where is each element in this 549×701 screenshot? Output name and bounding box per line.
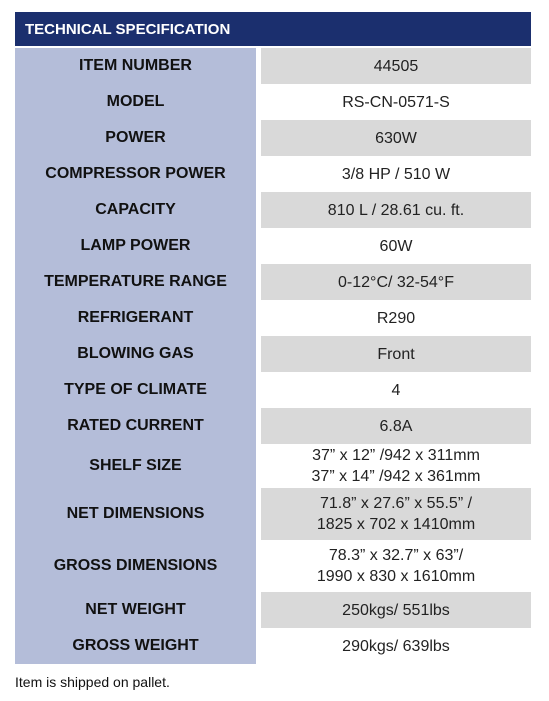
spec-value-line: R290 [376, 309, 416, 327]
spec-row [15, 444, 531, 488]
spec-value [261, 488, 531, 540]
spec-label: NET WEIGHT [15, 592, 256, 628]
spec-value [261, 300, 531, 336]
spec-value [261, 592, 531, 628]
spec-label: COMPRESSOR POWER [15, 156, 256, 192]
spec-label: CAPACITY [15, 192, 256, 228]
spec-value [261, 336, 531, 372]
spec-value-line: 60W [379, 237, 413, 255]
spec-label: RATED CURRENT [15, 408, 256, 444]
spec-row [15, 156, 531, 192]
spec-value [261, 192, 531, 228]
spec-label: SHELF SIZE [15, 444, 256, 488]
spec-value [261, 444, 531, 488]
spec-row [15, 192, 531, 228]
shipping-note: Item is shipped on pallet. [15, 674, 170, 690]
spec-value-line: 250kgs/ 551lbs [342, 601, 450, 619]
spec-value [261, 408, 531, 444]
spec-label: POWER [15, 120, 256, 156]
spec-row [15, 120, 531, 156]
spec-value-line: 71.8” x 27.6” x 55.5” / [319, 495, 473, 512]
spec-value-line: 37” x 12” /942 x 311mm [312, 447, 480, 464]
spec-value [261, 120, 531, 156]
spec-row [15, 628, 531, 664]
spec-label: ITEM NUMBER [15, 48, 256, 84]
spec-label: MODEL [15, 84, 256, 120]
spec-value [261, 228, 531, 264]
spec-value-line: 290kgs/ 639lbs [342, 637, 450, 655]
spec-value-line: 0-12°C/ 32-54°F [338, 273, 454, 291]
spec-value-line: Front [377, 345, 415, 363]
spec-row [15, 264, 531, 300]
spec-header [15, 12, 531, 46]
spec-value [261, 48, 531, 84]
spec-row [15, 84, 531, 120]
spec-label: NET DIMENSIONS [15, 488, 256, 540]
spec-value [261, 84, 531, 120]
spec-value [261, 628, 531, 664]
spec-value-line: 810 L / 28.61 cu. ft. [327, 201, 465, 219]
spec-value [261, 156, 531, 192]
spec-row [15, 228, 531, 264]
spec-label: GROSS DIMENSIONS [15, 540, 256, 592]
spec-table [15, 48, 531, 664]
spec-row [15, 300, 531, 336]
spec-title: TECHNICAL SPECIFICATION [25, 20, 231, 38]
spec-value [261, 540, 531, 592]
spec-row [15, 372, 531, 408]
spec-label: TEMPERATURE RANGE [15, 264, 256, 300]
spec-value-line: 44505 [373, 57, 419, 75]
spec-value-line: 4 [391, 381, 401, 399]
spec-row [15, 336, 531, 372]
spec-label: TYPE OF CLIMATE [15, 372, 256, 408]
spec-value [261, 264, 531, 300]
spec-value-line: 78.3” x 32.7” x 63”/ [328, 547, 464, 564]
spec-row [15, 488, 531, 540]
spec-label: BLOWING GAS [15, 336, 256, 372]
spec-label: REFRIGERANT [15, 300, 256, 336]
spec-row [15, 592, 531, 628]
spec-value-line: 1825 x 702 x 1410mm [316, 516, 476, 533]
spec-value-line: 630W [375, 129, 417, 147]
spec-row [15, 408, 531, 444]
spec-row [15, 540, 531, 592]
spec-label: LAMP POWER [15, 228, 256, 264]
spec-value-line: RS-CN-0571-S [342, 93, 450, 111]
spec-value-line: 6.8A [379, 417, 413, 435]
spec-value-line: 3/8 HP / 510 W [341, 165, 451, 183]
spec-row [15, 48, 531, 84]
spec-value-line: 1990 x 830 x 1610mm [316, 568, 476, 585]
spec-label: GROSS WEIGHT [15, 628, 256, 664]
spec-value-line: 37” x 14” /942 x 361mm [311, 468, 481, 485]
spec-value [261, 372, 531, 408]
